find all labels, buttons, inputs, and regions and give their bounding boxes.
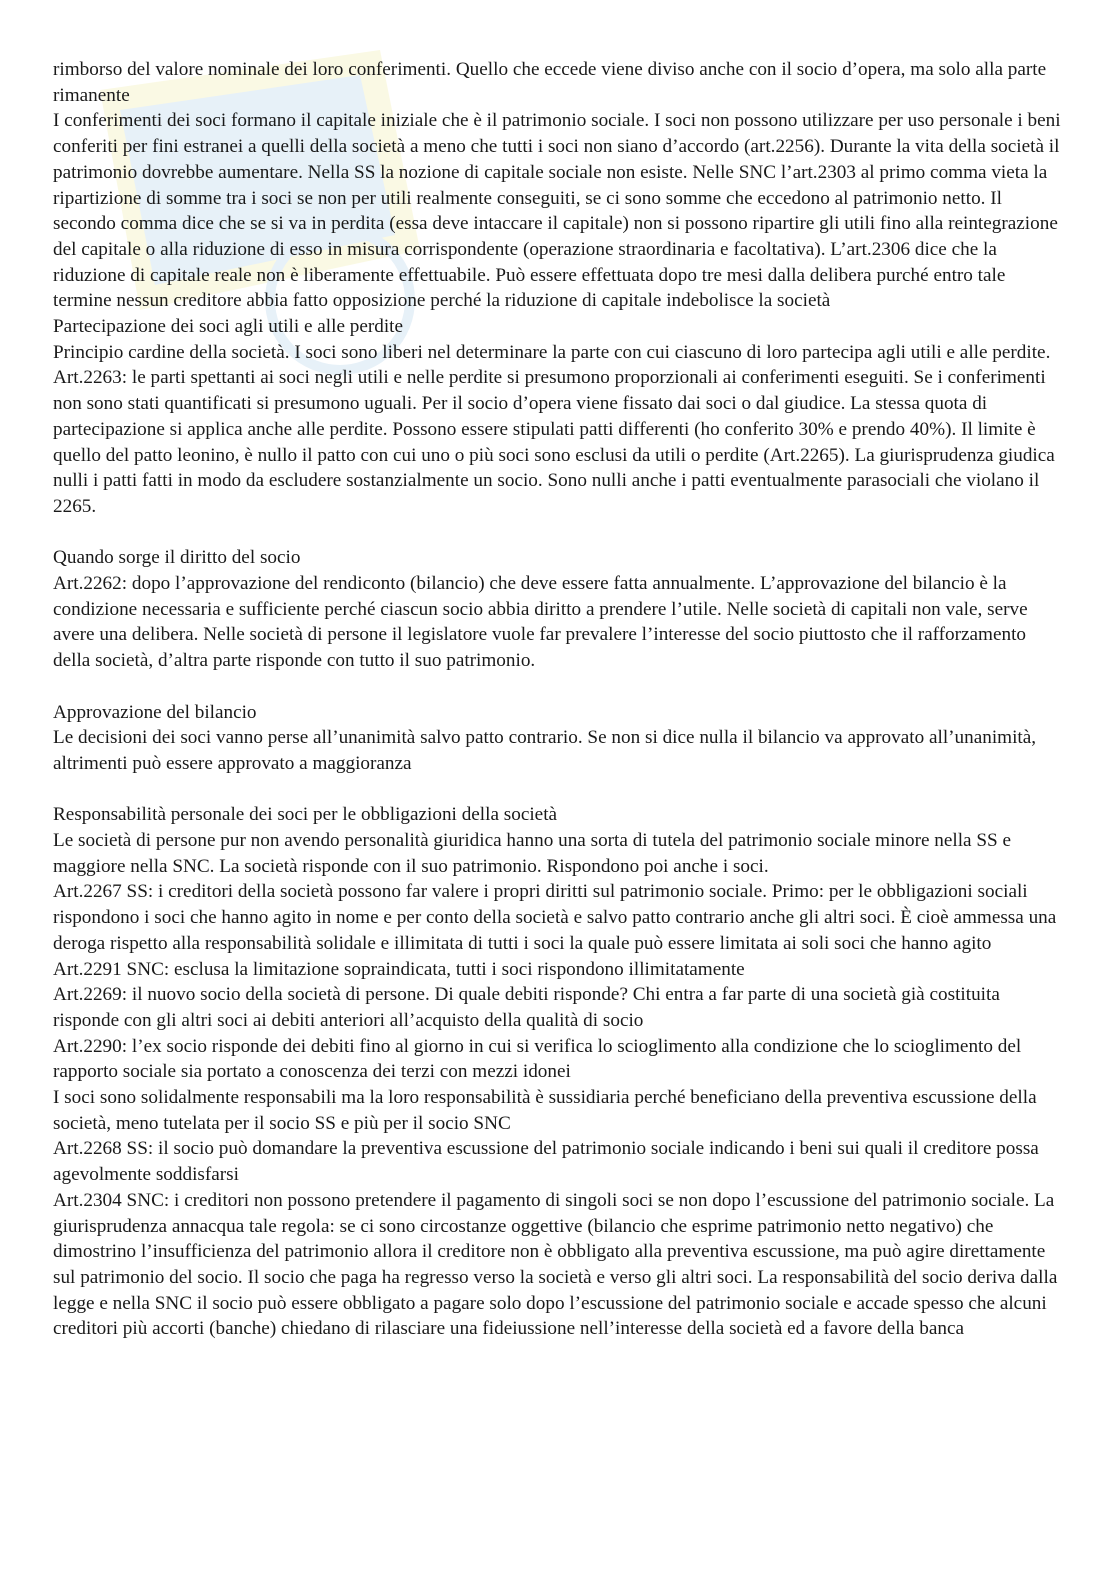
paragraph: Art.2262: dopo l’approvazione del rendiconto (bilancio) che deve essere fatta annualmente. L’approvazione del bilancio è la condizione necessaria e sufficiente perché ciascun socio abbia diritto a prendere l’utile. Nelle società di capitali non vale, serve avere una delibera. Nelle società di persone il legislatore vuole far prevalere l’interesse del socio piuttosto che il rafforzamento della società, d’altra parte risponde con tutto il suo patrimonio. [53,573,1028,672]
paragraph: Le società di persone pur non avendo personalità giuridica hanno una sorta di tutela del patrimonio sociale minore nella SS e maggiore nella SNC. La società risponde con il suo patrimonio. Rispondono poi anche i soci. [53,830,1012,877]
paragraph: Art.2290: l’ex socio risponde dei debiti fino al giorno in cui si verifica lo scioglimento alla condizione che lo scioglimento del rapporto sociale sia portato a conoscenza dei terzi con mezzi idonei [53,1035,1022,1083]
paragraph: I conferimenti dei soci formano il capitale iniziale che è il patrimonio sociale. I soci non possono utilizzare per uso personale i beni conferiti per fini estranei a quelli della società a meno che tutti i soci non siano d’accordo (art.2256). Durante la vita della società il patrimonio dovrebbe aumentare. Nella SS la nozione di capitale sociale non esiste. Nelle SNC l’art.2303 al primo comma vieta la ripartizione di somme tra i soci se non per utili realmente conseguiti, se ci sono somme che eccedono al patrimonio netto. Il secondo comma dice che se si va in perdita (essa deve intaccare il capitale) non si possono ripartire gli utili fino alla reintegrazione del capitale o alla riduzione di esso in misura corrispondente (operazione straordinaria e facoltativa). L’art.2306 dice che la riduzione di capitale reale non è liberamente effettuabile. Può essere effettuata dopo tre mesi dalla delibera purché entro tale termine nessun creditore abbia fatto opposizione perché la riduzione di capitale indebolisce la società [53,110,1061,312]
paragraph: Art.2291 SNC: esclusa la limitazione sopraindicata, tutti i soci rispondono illimitatamente [53,958,745,980]
paragraph-gap [53,777,1063,803]
section-heading: Responsabilità personale dei soci per le obbligazioni della società [53,804,558,826]
paragraph: Art.2263: le parti spettanti ai soci negli utili e nelle perdite si presumono proporzionali ai conferimenti eseguiti. Se i conferimenti non sono stati quantificati si presumono uguali. Per il socio d’opera viene fissato dai soci o dal giudice. La stessa quota di partecipazione si applica anche alle perdite. Possono essere stipulati patti differenti (ho conferito 30% e prendo 40%). Il limite è quello del patto leonino, è nullo il patto con cui uno o più soci sono esclusi da utili o perdite (Art.2265). La giurisprudenza giudica nulli i patti fatti in modo da escludere sostanzialmente un socio. Sono nulli anche i patti eventualmente parasociali che violano il 2265. [53,367,1055,517]
paragraph: Principio cardine della società. I soci sono liberi nel determinare la parte con cui ciascuno di loro partecipa agli utili e alle perdite. [53,341,1051,363]
section-heading: Partecipazione dei soci agli utili e alle perdite [53,316,404,338]
paragraph: Le decisioni dei soci vanno perse all’unanimità salvo patto contrario. Se non si dice nulla il bilancio va approvato all’unanimità, altrimenti può essere approvato a maggioranza [53,727,1037,774]
paragraph: Art.2267 SS: i creditori della società possono far valere i propri diritti sul patrimonio sociale. Primo: per le obbligazioni sociali rispondono i soci che hanno agito in nome e per conto della società e salvo patto contrario anche gli altri soci. È cioè ammessa una deroga rispetto alla responsabilità solidale e illimitata di tutti i soci la quale può essere limitata ai soli soci che hanno agito [53,881,1057,954]
document-page [53,57,1063,1342]
paragraph: Art.2269: il nuovo socio della società di persone. Di quale debiti risponde? Chi entra a far parte di una società già costituita risponde con gli altri soci ai debiti anteriori all’acquisto della qualità di socio [53,984,1000,1031]
paragraph-gap [53,674,1063,700]
paragraph: I soci sono solidalmente responsabili ma la loro responsabilità è sussidiaria perché beneficiano della preventiva escussione della società, meno tutelata per il socio SS e più per il socio SNC [53,1087,1037,1134]
paragraph: rimborso del valore nominale dei loro conferimenti. Quello che eccede viene diviso anche con il socio d’opera, ma solo alla parte rimanente [53,59,1047,106]
paragraph: Art.2304 SNC: i creditori non possono pretendere il pagamento di singoli soci se non dopo l’escussione del patrimonio sociale. La giurisprudenza annacqua tale regola: se ci sono circostanze oggettive (bilancio che esprime patrimonio netto negativo) che dimostrino l’insufficienza del patrimonio allora il creditore non è obbligato alla preventiva escussione, ma può agire direttamente sul patrimonio del socio. Il socio che paga ha regresso verso la società e verso gli altri soci. La responsabilità del socio deriva dalla legge e nella SNC il socio può essere obbligato a pagare solo dopo l’escussione del patrimonio sociale e accade spesso che alcuni creditori più accorti (banche) chiedano di rilasciare una fideiussione nell’interesse della società ed a favore della banca [53,1189,1058,1340]
section-heading: Approvazione del bilancio [53,701,257,723]
paragraph: Art.2268 SS: il socio può domandare la preventiva escussione del patrimonio sociale indicando i beni sui quali il creditore possa agevolmente soddisfarsi [53,1138,1039,1186]
paragraph-gap [53,520,1063,546]
section-heading: Quando sorge il diritto del socio [53,547,301,569]
